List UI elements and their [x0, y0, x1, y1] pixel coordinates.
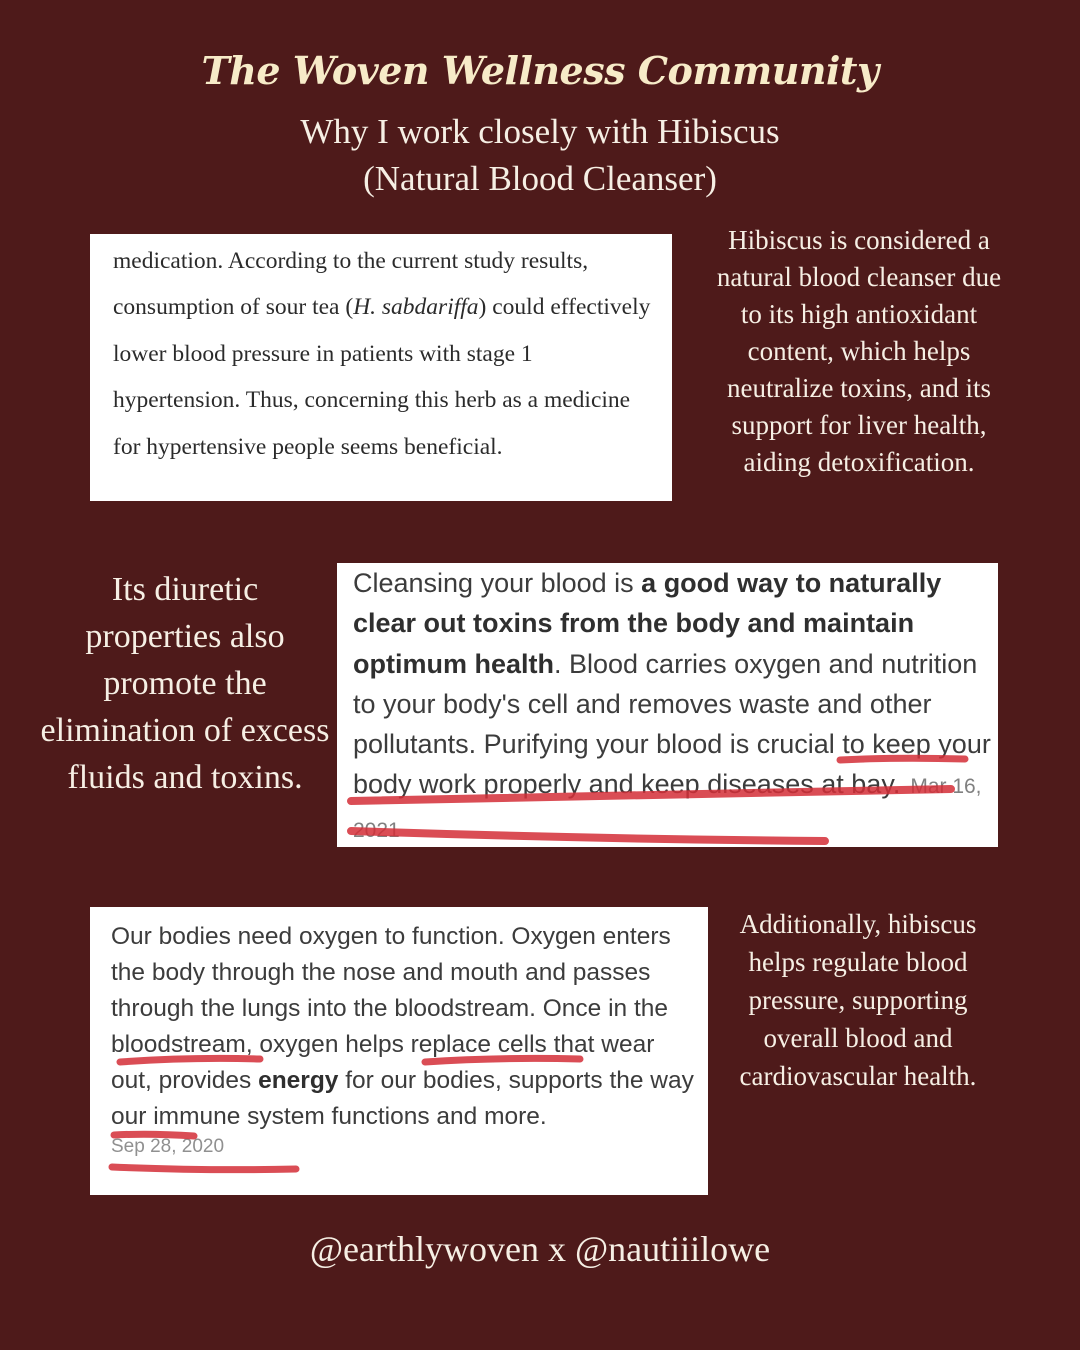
excerpt-study-part-b: ) could effectively lower blood pressure in patients with stage 1 hypertension. Thus, concerning this herb as a medicine for hypertensive people seems beneficial.: [113, 294, 651, 460]
side-text-blood-pressure: Additionally, hibiscus helps regulate blood pressure, supporting overall blood and cardiovascular health.: [739, 909, 977, 1091]
social-handles: @earthlywoven x @nautiiilowe: [309, 1229, 771, 1269]
excerpt-oxygen-part-b: for our bodies, supports the way our immune system functions and more.: [111, 1067, 694, 1130]
subtitle-line-1: Why I work closely with Hibiscus: [300, 112, 780, 151]
excerpt-study-text: [113, 238, 663, 470]
subtitle-line-2: (Natural Blood Cleanser): [363, 159, 717, 198]
page-subtitle: [0, 108, 1080, 202]
excerpt-cleansing-text: [353, 563, 993, 847]
excerpt-cleansing-part-b: . Blood carries oxygen and nutrition to your body's cell and removes waste and other pollutants. Purifying your blood is crucial to keep your body work properly and keep diseases at bay.: [353, 648, 991, 800]
excerpt-cleansing-part-a: Cleansing your blood is: [353, 568, 642, 598]
excerpt-study-species: H. sabdariffa: [353, 294, 479, 321]
excerpt-card-cleansing: [337, 563, 998, 847]
side-text-blood-cleanser: Hibiscus is considered a natural blood cleanser due to its high antioxidant content, which helps neutralize toxins, and its support for liver health, aiding detoxification.: [716, 225, 1002, 477]
brand-title: The Woven Wellness Community: [201, 48, 879, 93]
excerpt-oxygen-text: [111, 919, 701, 1159]
excerpt-cleansing-bold: a good way to naturally clear out toxins from the body and maintain optimum health: [353, 568, 942, 679]
excerpt-oxygen-bold: energy: [258, 1067, 339, 1094]
side-text-diuretic: Its diuretic properties also promote the elimination of excess fluids and toxins.: [40, 571, 330, 796]
highlight-stroke: [112, 1167, 296, 1170]
excerpt-oxygen-part-a: Our bodies need oxygen to function. Oxygen enters the body through the nose and mouth and passes through the lungs into the bloodstream. Once in the bloodstream, oxygen helps replace cells that wear out, provides: [111, 923, 671, 1094]
excerpt-card-oxygen: [90, 907, 708, 1195]
excerpt-card-study: [90, 234, 672, 501]
excerpt-cleansing-date: Mar 16, 2021: [353, 775, 982, 842]
excerpt-oxygen-date: Sep 28, 2020: [111, 1136, 225, 1157]
excerpt-study-part-a: medication. According to the current study results, consumption of sour tea (: [113, 248, 589, 321]
